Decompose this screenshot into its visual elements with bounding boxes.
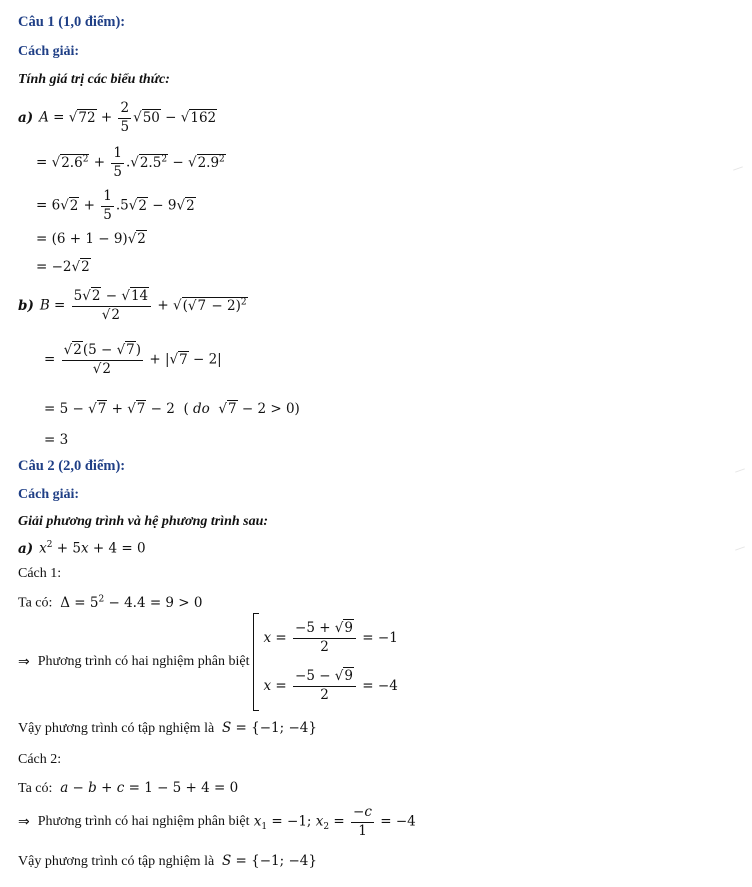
q1a-line2: = $√2.6^2$ + $\frac{1}{5}$ $.√2.5^2 - √2.9^2$ <box>36 145 225 180</box>
q1b-line3: = 5 − √7 + √7 − 2 ( do √7 − 2 > 0) <box>44 401 300 417</box>
q1-title: Câu 1 (1,0 điểm): <box>18 14 126 30</box>
ta-co-label: Ta có: <box>18 595 53 611</box>
root-1: x = $\frac{-5 + √9}{2}$ = −1 <box>263 619 398 655</box>
q1b-label: b) <box>18 297 34 314</box>
q2-title: Câu 2 (2,0 điểm): <box>18 458 126 474</box>
q2a-equation: a) $x^2 + 5x + 4 = 0$ <box>18 540 146 557</box>
conclusion-text-2: Vậy phương trình có tập nghiệm là <box>18 854 215 869</box>
implies-icon: ⇒ <box>18 814 30 831</box>
implies-icon: ⇒ <box>18 654 30 670</box>
q2-conclusion-1: Vậy phương trình có tập nghiệm là S = {−1; −4} <box>18 720 317 736</box>
root-2: x = $\frac{-5 - √9}{2}$ = −4 <box>263 667 398 703</box>
q2-roots-line2: ⇒ Phương trình có hai nghiệm phân biệt $x_1 = -1$; $x_2$ = $\frac{-c}{1}$ = −4 <box>18 804 416 839</box>
q1b-line4: = 3 <box>44 432 69 448</box>
q2-method1-label: Cách 1: <box>18 566 62 581</box>
two-roots-text: Phương trình có hai nghiệm phân biệt <box>37 654 250 669</box>
q2-roots-line1 <box>18 612 398 712</box>
q1a-label: a) <box>18 109 34 126</box>
q1-method-label: Cách giải: <box>18 44 80 59</box>
q1a-line4: = (6 + 1 − 9)√2 <box>36 231 146 247</box>
q2-conclusion-2: Vậy phương trình có tập nghiệm là S = {−1; −4} <box>18 853 317 869</box>
q2-method-label: Cách giải: <box>18 487 80 502</box>
bracket <box>253 613 259 711</box>
q2-abc-line: Ta có: a − b + c = 1 − 5 + 4 = 0 <box>18 780 239 796</box>
q2a-label: a) <box>18 540 34 557</box>
q1a-line5: = −2√2 <box>36 259 90 275</box>
conclusion-text: Vậy phương trình có tập nghiệm là <box>18 721 215 736</box>
decorative-mark <box>733 166 743 170</box>
q1a-line3: = 6√2 + $\frac{1}{5}$ .5√2 − 9√2 <box>36 188 195 223</box>
q2-delta-line: Ta có: $\Delta = 5^2 - 4.4 = 9 > 0$ <box>18 594 203 611</box>
q2-method2-label: Cách 2: <box>18 752 62 767</box>
q1-instruction: Tính giá trị các biểu thức: <box>18 72 170 87</box>
roots-system <box>263 614 397 710</box>
decorative-mark <box>735 546 745 550</box>
q1b-line1: b) B = $\frac{5√2 - √14}{√2}$ + $√(√7 - 2)^2$ <box>18 288 247 323</box>
decorative-mark <box>735 468 745 472</box>
two-roots-text-2: Phương trình có hai nghiệm phân biệt <box>37 814 250 830</box>
q1b-line2: = $\frac{√2(5 - √7)}{√2}$ + |√7 − 2| <box>44 342 222 377</box>
q2-instruction: Giải phương trình và hệ phương trình sau: <box>18 514 269 529</box>
q1a-line1: a) A = √72 + $\frac{2}{5}$ √50 − √162 <box>18 100 217 135</box>
ta-co-label-2: Ta có: <box>18 781 53 796</box>
